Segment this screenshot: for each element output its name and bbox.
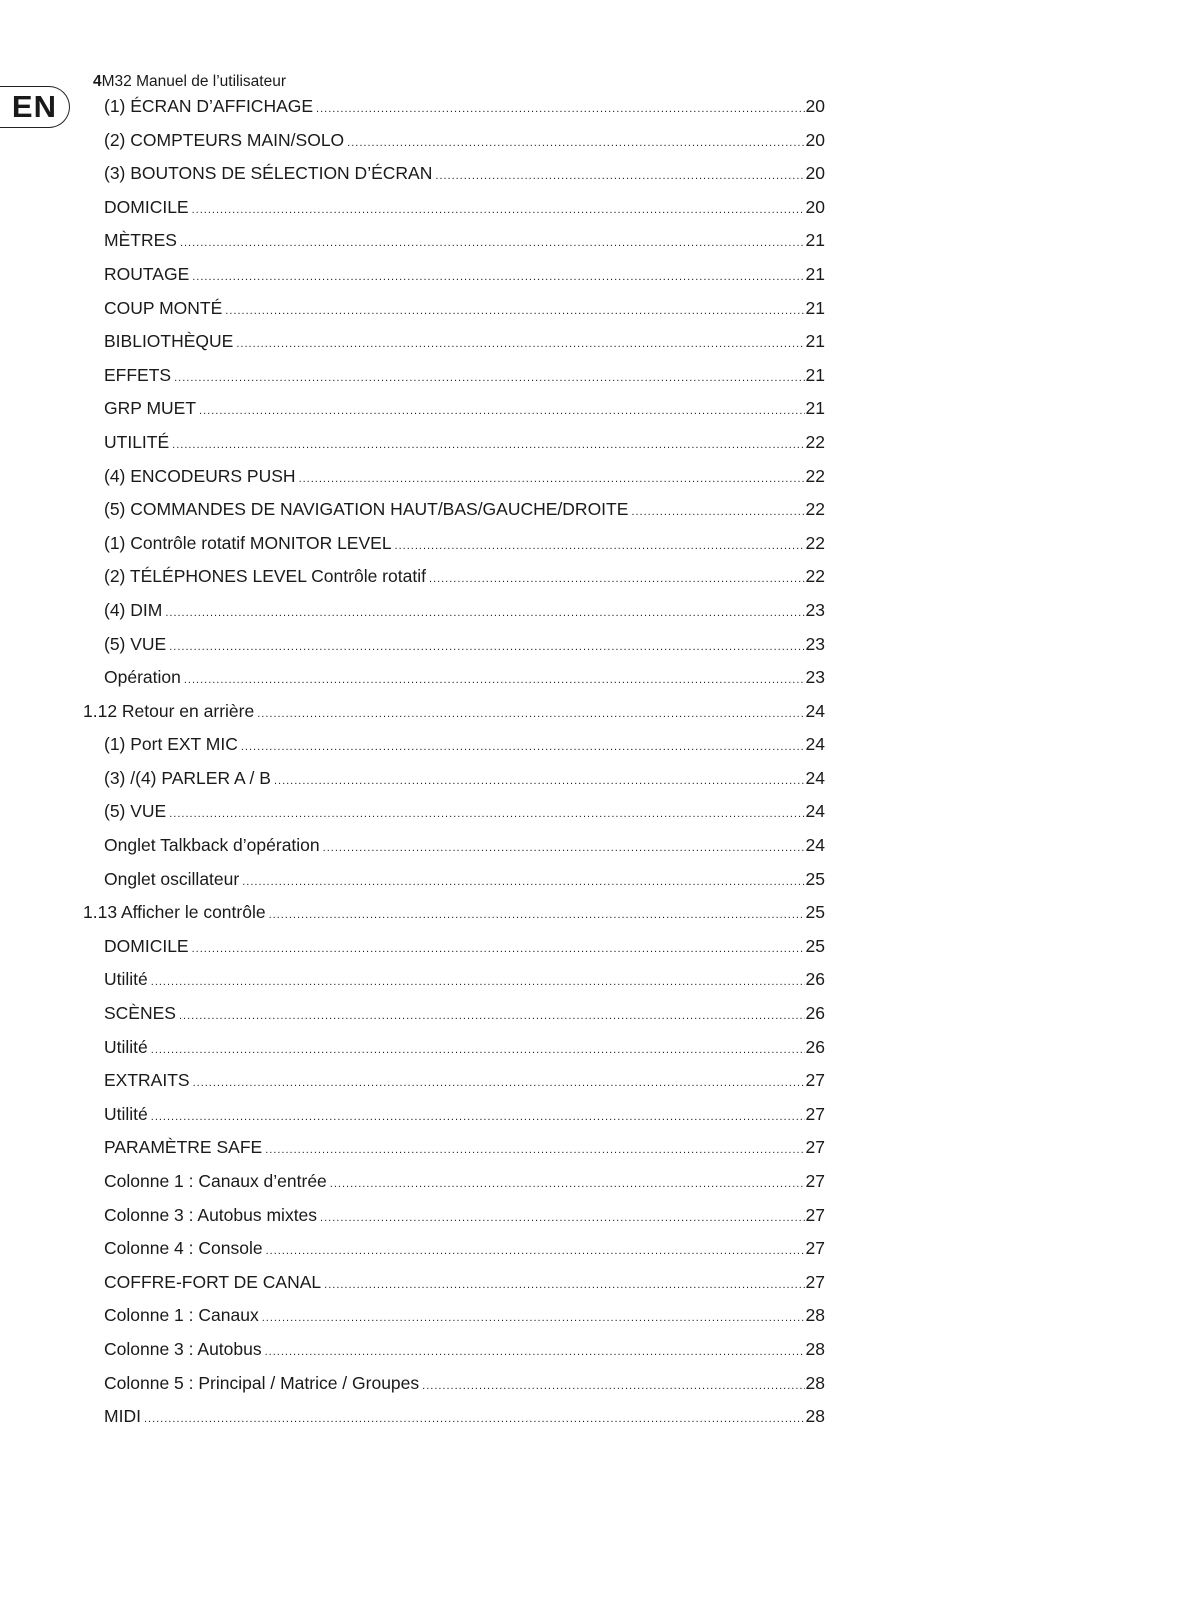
toc-entry[interactable]	[83, 1339, 825, 1373]
toc-entry[interactable]	[83, 96, 825, 130]
toc-entry-title: Colonne 3 : Autobus	[104, 1338, 262, 1359]
toc-dot-leader	[192, 200, 805, 220]
toc-dot-leader	[422, 1376, 804, 1396]
toc-entry-title: (4) ENCODEURS PUSH	[104, 465, 296, 486]
toc-entry-title: UTILITÉ	[104, 431, 170, 452]
toc-entry[interactable]	[83, 1037, 825, 1071]
toc-dot-leader	[151, 972, 805, 992]
toc-entry[interactable]	[83, 1238, 825, 1272]
toc-entry-page: 27	[805, 1171, 825, 1191]
toc-dot-leader	[265, 1342, 805, 1362]
toc-entry-title: DOMICILE	[104, 196, 189, 217]
toc-entry-title: SCÈNES	[104, 1003, 176, 1024]
toc-entry[interactable]	[83, 667, 825, 701]
toc-dot-leader	[151, 1040, 805, 1060]
toc-entry-page: 23	[805, 667, 825, 688]
toc-entry-title: Onglet oscillateur	[104, 868, 240, 889]
toc-entry[interactable]	[83, 130, 825, 164]
toc-entry[interactable]	[83, 230, 825, 264]
toc-entry[interactable]	[83, 701, 825, 735]
toc-entry-title: (1) Contrôle rotatif MONITOR LEVEL	[104, 532, 392, 553]
toc-dot-leader	[299, 469, 805, 489]
toc-entry-page: 21	[805, 263, 825, 284]
toc-entry-page: 24	[805, 700, 825, 721]
toc-entry[interactable]	[83, 1373, 825, 1407]
toc-dot-leader	[241, 737, 805, 757]
toc-dot-leader	[631, 502, 804, 522]
toc-dot-leader	[429, 569, 805, 589]
toc-dot-leader	[265, 1140, 804, 1160]
toc-entry-page: 26	[805, 969, 825, 990]
toc-dot-leader	[274, 771, 805, 791]
toc-entry[interactable]	[83, 1104, 825, 1138]
running-header	[93, 73, 286, 91]
toc-dot-leader	[180, 233, 805, 253]
toc-entry-page: 22	[805, 465, 825, 486]
toc-dot-leader	[242, 872, 804, 892]
toc-entry[interactable]	[83, 634, 825, 668]
toc-dot-leader	[324, 1275, 804, 1295]
toc-dot-leader	[144, 1409, 805, 1429]
toc-entry[interactable]	[83, 869, 825, 903]
toc-entry[interactable]	[83, 533, 825, 567]
toc-entry-title: (5) COMMANDES DE NAVIGATION HAUT/BAS/GAUCHE/DROITE	[104, 499, 629, 520]
toc-dot-leader	[257, 704, 804, 724]
toc-entry-title: Colonne 3 : Autobus mixtes	[104, 1204, 318, 1225]
toc-dot-leader	[225, 301, 804, 321]
toc-entry-page: 28	[805, 1372, 825, 1393]
toc-entry-page: 28	[805, 1305, 825, 1326]
toc-entry-title: EFFETS	[104, 364, 172, 385]
toc-dot-leader	[266, 1241, 805, 1261]
toc-entry-page: 22	[805, 499, 825, 520]
toc-dot-leader	[184, 670, 805, 690]
toc-entry-title: (5) VUE	[104, 801, 167, 822]
toc-entry-title: 1.12 Retour en arrière	[83, 700, 255, 721]
toc-entry-title: Opération	[104, 667, 181, 688]
toc-entry-page: 24	[805, 734, 825, 755]
toc-entry-page: 27	[805, 1137, 825, 1158]
toc-dot-leader	[193, 1073, 805, 1093]
toc-entry-page: 20	[805, 129, 825, 150]
toc-entry[interactable]	[83, 1406, 825, 1440]
toc-entry-page: 27	[805, 1271, 825, 1292]
toc-dot-leader	[179, 1006, 805, 1026]
toc-dot-leader	[172, 435, 804, 455]
toc-entry-page: 28	[805, 1338, 825, 1359]
toc-dot-leader	[320, 1208, 804, 1228]
toc-entry[interactable]	[83, 499, 825, 533]
toc-entry-page: 24	[805, 835, 825, 856]
toc-entry-title: (2) COMPTEURS MAIN/SOLO	[104, 129, 345, 150]
toc-entry[interactable]	[83, 969, 825, 1003]
toc-entry[interactable]	[83, 936, 825, 970]
toc-entry[interactable]	[83, 835, 825, 869]
toc-entry-title: 1.13 Afficher le contrôle	[83, 902, 266, 923]
toc-dot-leader	[262, 1308, 805, 1328]
toc-entry-page: 26	[805, 1036, 825, 1057]
toc-entry[interactable]	[83, 365, 825, 399]
toc-entry-page: 21	[805, 297, 825, 318]
toc-entry-page: 27	[805, 1204, 825, 1225]
toc-dot-leader	[165, 603, 804, 623]
toc-entry-page: 24	[805, 801, 825, 822]
toc-entry-title: (3) BOUTONS DE SÉLECTION D’ÉCRAN	[104, 163, 433, 184]
toc-entry[interactable]	[83, 1070, 825, 1104]
toc-entry-title: (1) Port EXT MIC	[104, 734, 238, 755]
toc-entry[interactable]	[83, 1137, 825, 1171]
toc-entry-title: PARAMÈTRE SAFE	[104, 1137, 263, 1158]
toc-entry[interactable]	[83, 600, 825, 634]
toc-entry-title: EXTRAITS	[104, 1070, 190, 1091]
toc-entry-title: MÈTRES	[104, 230, 177, 251]
toc-entry-title: BIBLIOTHÈQUE	[104, 331, 234, 352]
toc-entry[interactable]	[83, 466, 825, 500]
toc-entry[interactable]	[83, 398, 825, 432]
toc-entry[interactable]	[83, 801, 825, 835]
toc-entry[interactable]	[83, 163, 825, 197]
toc-dot-leader	[316, 99, 804, 119]
toc-entry-title: COFFRE-FORT DE CANAL	[104, 1271, 322, 1292]
toc-entry[interactable]	[83, 1171, 825, 1205]
toc-entry[interactable]	[83, 432, 825, 466]
toc-dot-leader	[323, 838, 805, 858]
toc-entry-title: Colonne 1 : Canaux d’entrée	[104, 1171, 327, 1191]
toc-entry[interactable]	[83, 1305, 825, 1339]
language-tab-label: EN	[11, 89, 57, 124]
toc-entry-page: 23	[805, 599, 825, 620]
toc-entry-page: 24	[805, 767, 825, 788]
toc-entry[interactable]	[83, 197, 825, 231]
toc-entry-page: 25	[805, 868, 825, 889]
toc-entry[interactable]	[83, 1272, 825, 1306]
toc-entry-page: 20	[805, 196, 825, 217]
toc-entry-page: 23	[805, 633, 825, 654]
toc-entry[interactable]	[83, 902, 825, 936]
toc-entry-page: 22	[805, 566, 825, 587]
toc-entry-title: Colonne 1 : Canaux	[104, 1305, 259, 1326]
toc-entry-title: Colonne 5 : Principal / Matrice / Groupes	[104, 1372, 420, 1393]
toc-dot-leader	[169, 637, 804, 657]
toc-entry[interactable]	[83, 331, 825, 365]
toc-entry-title: MIDI	[104, 1406, 141, 1427]
toc-dot-leader	[151, 1107, 805, 1127]
toc-entry-page: 22	[805, 431, 825, 452]
toc-entry-title: GRP MUET	[104, 398, 197, 419]
toc-dot-leader	[192, 267, 804, 287]
toc-dot-leader	[395, 536, 805, 556]
toc-dot-leader	[174, 368, 804, 388]
toc-dot-leader	[169, 804, 804, 824]
toc-dot-leader	[192, 939, 805, 959]
toc-entry-page: 21	[805, 331, 825, 352]
toc-entry-page: 27	[805, 1238, 825, 1259]
header-page-number: 4	[93, 73, 102, 90]
toc-entry-title: (4) DIM	[104, 599, 163, 620]
language-tab	[0, 86, 70, 128]
toc-entry-page: 21	[805, 230, 825, 251]
header-title: M32 Manuel de l’utilisateur	[101, 73, 286, 90]
toc-entry-page: 27	[805, 1070, 825, 1091]
toc-entry[interactable]	[83, 264, 825, 298]
toc-entry-page: 20	[805, 163, 825, 184]
toc-entry-page: 21	[805, 364, 825, 385]
toc-entry-page: 22	[805, 532, 825, 553]
toc-entry-page: 26	[805, 1003, 825, 1024]
toc-entry[interactable]	[83, 1003, 825, 1037]
toc-dot-leader	[330, 1174, 805, 1194]
toc-entry-page: 28	[805, 1406, 825, 1427]
toc-entry[interactable]	[83, 734, 825, 768]
toc-dot-leader	[435, 166, 804, 186]
toc-entry[interactable]	[83, 1205, 825, 1239]
toc-entry-title: (5) VUE	[104, 633, 167, 654]
toc-dot-leader	[199, 401, 804, 421]
toc-entry-page: 27	[805, 1103, 825, 1124]
toc-entry-page: 20	[805, 96, 825, 116]
table-of-contents	[83, 96, 825, 1440]
toc-entry[interactable]	[83, 298, 825, 332]
toc-entry-title: (2) TÉLÉPHONES LEVEL Contrôle rotatif	[104, 566, 426, 587]
toc-entry-title: DOMICILE	[104, 935, 189, 956]
toc-entry-title: Utilité	[104, 1036, 148, 1057]
toc-entry[interactable]	[83, 768, 825, 802]
toc-entry-page: 21	[805, 398, 825, 419]
toc-entry-title: (3) /(4) PARLER A / B	[104, 767, 271, 788]
toc-entry-title: (1) ÉCRAN D’AFFICHAGE	[104, 96, 314, 116]
toc-entry-title: COUP MONTÉ	[104, 297, 223, 318]
toc-entry-title: Utilité	[104, 1103, 148, 1124]
toc-entry[interactable]	[83, 566, 825, 600]
toc-entry-page: 25	[805, 935, 825, 956]
toc-entry-title: Colonne 4 : Console	[104, 1238, 263, 1259]
toc-dot-leader	[347, 133, 804, 153]
toc-entry-title: Utilité	[104, 969, 148, 990]
toc-entry-title: ROUTAGE	[104, 263, 190, 284]
toc-dot-leader	[269, 905, 805, 925]
toc-entry-page: 25	[805, 902, 825, 923]
toc-entry-title: Onglet Talkback d’opération	[104, 835, 320, 856]
toc-dot-leader	[236, 334, 804, 354]
